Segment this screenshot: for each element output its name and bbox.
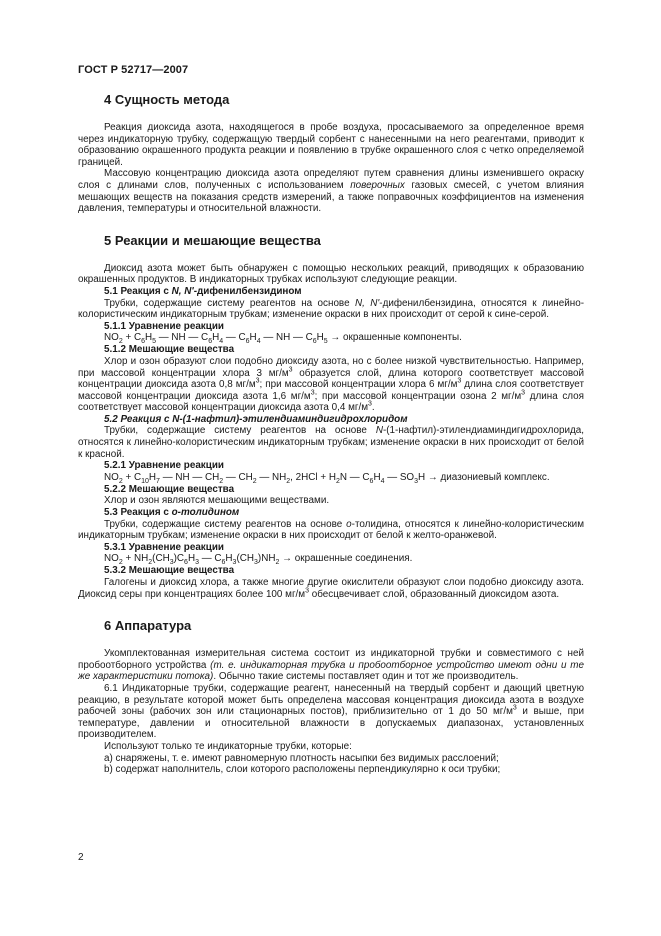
subsection-5-2-2-text: Хлор и озон являются мешающими веществами. [104,495,330,507]
subsection-5-1-2-heading: 5.1.2 Мешающие вещества [104,344,235,356]
list-item-b: b) содержат наполнитель, слои которого расположены перпендикулярно к оси трубки; [104,764,501,776]
subsection-5-3-1-heading: 5.3.1 Уравнение реакции [104,541,224,553]
section-5-title: 5 Реакции и мешающие вещества [104,232,321,248]
subsection-5-2-text: Трубки, содержащие систему реагентов на основе N-(1-нафтил)-этилендиаминдигидрохлорида, относятся к линейно-колористическим индикаторным трубкам; изменение окраски в них происходит от белой к красной. [78,425,584,460]
section-5-intro: Диоксид азота может быть обнаружен с помощью нескольких реакций, приводящих к образованию окрашенных продуктов. В индикаторных трубках используют следующие реакции. [78,262,584,286]
section-4-title: 4 Сущность метода [104,92,230,107]
page-content [78,92,584,776]
page-number: 2 [78,852,84,863]
subsection-5-1-1-heading: 5.1.1 Уравнение реакции [104,320,224,332]
subsection-5-2-1-heading: 5.2.1 Уравнение реакции [104,460,224,472]
subsection-5-3-2-heading: 5.3.2 Мешающие вещества [104,565,235,577]
formula-5-2-1: $NO_2 + C_{10}H_7$ — NH — $CH_2$ — $CH_2$ — $NH_2$, $2HCl + H_2N$ — $C_6H_4$ — $SO_3H$ → диазониевый комплекс. [104,471,550,485]
subsection-5-2-heading: 5.2 Реакция с N-(1-нафтил)-этилендиаминдигидрохлоридом [104,413,408,425]
subsection-5-3-heading: 5.3 Реакция с о-толидином [104,507,240,519]
subsection-6-1-text: 6.1 Индикаторные трубки, содержащие реагент, нанесенный на твердый сорбент и дающий цветную реакцию, в результате которой может быть определена массовая концентрация диоксида азота в воздухе рабочей зоны (рабочих зон или стационарных постов), приблизительно от 1 до 50 $мг/м^3$ и выше, при температуре, давлении и относительной влажности в допускаемых диапазонах, установленных производителем. [78,682,584,741]
subsection-5-1-text: Трубки, содержащие систему реагентов на основе N, N'-дифенилбензидина, относятся к линейно-колористическим индикаторным трубкам; изменение окраски в них происходит от серой к сине-серой. [78,297,584,321]
document-header: ГОСТ Р 52717—2007 [78,64,189,76]
subsection-5-3-text: Трубки, содержащие систему реагентов на основе о-толидина, относятся к линейно-колористическим индикаторным трубкам; изменение окраски в них происходит от белой к желто-оранжевой. [78,518,584,542]
list-item-a: а) снаряжены, т. е. имеют равномерную плотность насыпки без видимых расслоений; [104,752,499,764]
formula-5-3-1: $NO_2 + NH_2(CH_3)C_6H_3$ — $C_6H_3(CH_3)NH_2$ → окрашенные соединения. [104,553,413,567]
section-6-title: 6 Аппаратура [104,618,192,634]
section-4-paragraph-1: Реакция диоксида азота, находящегося в пробе воздуха, просасываемого за определенное время через индикаторную трубку, содержащую твердый сорбент с нанесенными на него реагентами, приводит к образованию окрашенного продукта реакции и появлению в трубке окрашенного слоя с четко определяемой границей. [78,122,584,168]
subsection-5-1-2-text: Хлор и озон образуют слои подобно диоксиду азота, но с более низкой чувствительностью. Например, при массовой концентрации хлора 3 $мг/м^3$ образуется слой, длина которого соответствует массовой концентрации диоксида азота 0,8 $мг/м^3$; при массовой концентрации хлора 6 $мг/м^3$ длина слоя соответствует массовой концентрации диоксида азота 1,6 $мг/м^3$; при массовой концентрации озона 2 $мг/м^3$ длина слоя соответствует массовой концентрации диоксида азота 0,4 $мг/м^3$. [78,355,584,414]
subsection-5-2-2-heading: 5.2.2 Мешающие вещества [104,483,235,495]
section-6-paragraph-1: Укомплектованная измерительная система состоит из индикаторной трубки и совместимого с ней пробоотборного устройства (т. е. индикаторная трубка и пробоотборное устройство имеют одни и те же характеристики потока). Обычно такие системы поставляет один и тот же производитель. [78,648,584,683]
section-4-paragraph-2: Массовую концентрацию диоксида азота определяют путем сравнения длины изменившего окраску слоя с длинами слов, полученных с использованием поверочных газовых смесей, с учетом влияния мешающих веществ на показания средств измерений, а также поправочных коэффициентов на изменения давления, температуры и относительной влажности. [78,168,585,215]
subsection-5-3-2-text: Галогены и диоксид хлора, а также многие другие окислители образуют слои подобно диоксиду азота. Диоксид серы при концентрациях более 100 $мг/м^3$ обесцвечивает слой, образованный диоксидом азота. [78,577,584,600]
subsection-5-1-heading: 5.1 Реакция с N, N'-дифенилбензидином [104,285,302,297]
formula-5-1-1: $NO_2 + C_6H_5$ — NH — $C_6H_4$ — $C_6H_4$ — NH — $C_6H_5$ → окрашенные компоненты. [104,332,462,346]
subsection-6-1-lead: Используют только те индикаторные трубки, которые: [104,740,352,752]
